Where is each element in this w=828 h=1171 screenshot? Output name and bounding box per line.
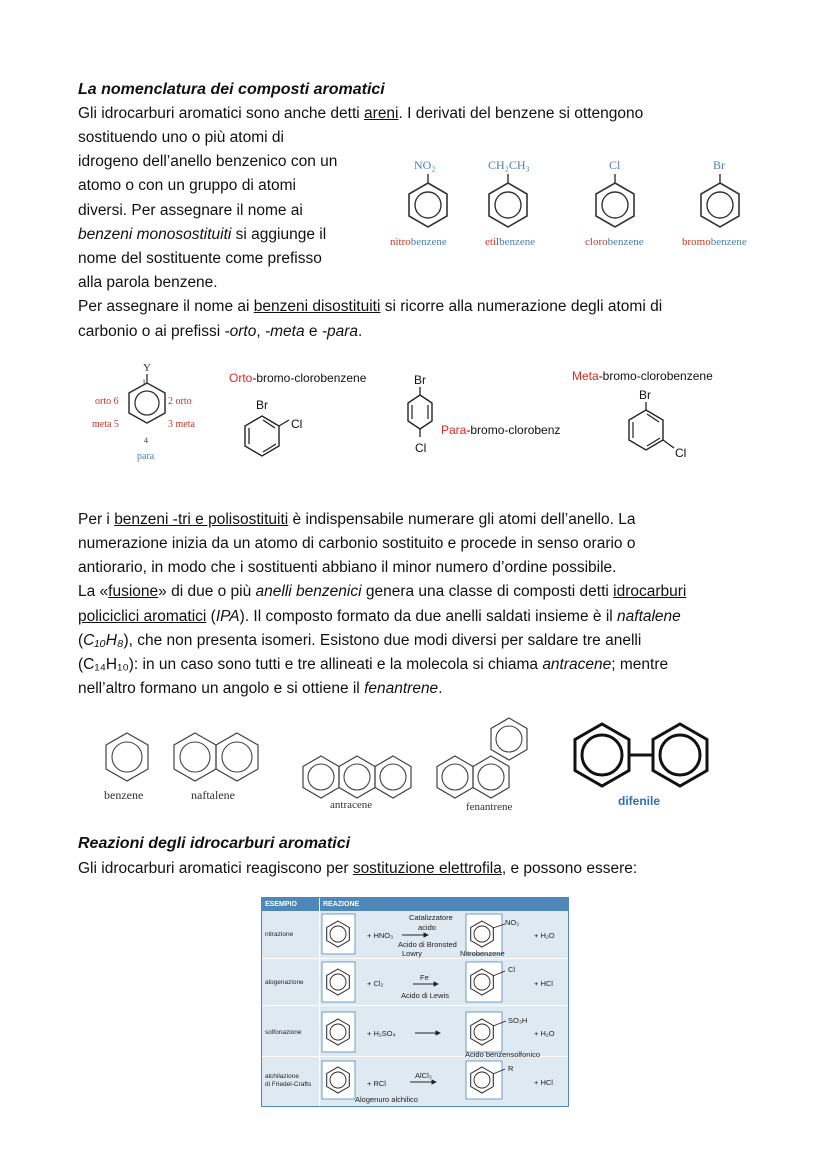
text-span: genera una classe di composti detti <box>361 583 614 600</box>
text-span: si ricorre alla numerazione degli atomi di <box>380 298 663 315</box>
orto-bromo-chlorobenzene-structure <box>236 408 316 470</box>
position-y-label: Y <box>143 362 151 374</box>
position-para-label: para <box>137 451 155 462</box>
suffix-text: benzene <box>499 236 536 248</box>
section-title-nomenclature: La nomenclatura dei composti aromatici <box>78 81 385 98</box>
prefix-text: Para <box>441 423 467 437</box>
paragraph-line <box>78 295 662 319</box>
paragraph-line: idrogeno dell’anello benzenico con un <box>78 153 338 170</box>
reagent-label: + Cl₂ <box>367 979 384 988</box>
text-span: Gli idrocarburi aromatici reagiscono per <box>78 860 353 877</box>
substituent-label: NO₂ <box>414 158 436 172</box>
br-label: Br <box>639 388 651 402</box>
paragraph-line: atomo o con un gruppo di atomi <box>78 177 296 194</box>
position-orto6-label: orto 6 <box>95 396 119 407</box>
naphthalene-structure <box>174 733 258 781</box>
catalyst-label-2: acido <box>418 923 436 932</box>
paragraph-line <box>78 605 681 629</box>
term-anelli: anelli benzenici <box>255 583 362 600</box>
catalyst-label: AlCl₃ <box>415 1071 432 1080</box>
term-disostituiti: benzeni disostituiti <box>253 298 381 315</box>
term-monosostituiti: benzeni monosostituiti <box>78 226 232 243</box>
paragraph-line: diversi. Per assegnare il nome ai <box>78 202 303 219</box>
term-areni: areni <box>364 105 399 122</box>
product-substituent: Cl <box>508 965 516 974</box>
product-substituent: SO₃H <box>508 1016 528 1025</box>
term-naftalene: naftalene <box>617 608 681 625</box>
text-span: ), che non presenta isomeri. Esistono due modi diversi per saldare tre anelli <box>123 632 642 649</box>
product-name: Acido benzensolfonico <box>465 1050 541 1059</box>
benzene-structure <box>106 733 148 781</box>
position-meta3-label: 3 meta <box>168 419 195 430</box>
biphenyl-structure <box>575 724 707 786</box>
suffix-text: -bromo-clorobenzene <box>598 369 713 383</box>
substituent-label: Cl <box>609 158 621 172</box>
meta-compound-title <box>572 369 713 383</box>
text-span: ( <box>78 632 84 649</box>
compound-name-ethylbenzene <box>485 236 535 248</box>
compound-name-chlorobenzene <box>585 236 644 248</box>
ethylbenzene-structure <box>489 174 527 227</box>
reagent-note: Alogenuro alchilico <box>355 1095 418 1104</box>
paragraph-line <box>78 223 326 247</box>
prefix-text: etil <box>485 236 500 248</box>
reagent-label: + HNO₃ <box>367 931 394 940</box>
text-span: ; mentre <box>611 656 669 673</box>
substituent-label: CH₂CH₃ <box>488 158 530 172</box>
text-span: , <box>256 323 265 340</box>
monosubstituted-benzenes-figure <box>380 150 770 250</box>
paragraph-line <box>78 677 443 701</box>
prefix-meta: -meta <box>264 323 305 340</box>
anthracene-structure <box>303 756 411 798</box>
text-span: . I derivati del benzene si ottengono <box>398 105 644 122</box>
cl-label: Cl <box>291 417 303 431</box>
text-span: ( <box>206 608 216 625</box>
byproduct-label: + H₂O <box>534 1029 555 1038</box>
formula-naftalene: C₁₀H₈ <box>83 632 124 649</box>
position-meta5-label: meta 5 <box>92 419 119 430</box>
catalyst-note: Acido di Bronsted <box>398 940 457 949</box>
prefix-text: Meta <box>572 369 599 383</box>
para-compound-title <box>441 423 563 437</box>
term-policiclici: policiclici aromatici <box>78 608 207 625</box>
bromobenzene-structure <box>701 174 739 227</box>
term-ipa: IPA <box>215 608 240 625</box>
text-span: Per i <box>78 511 115 528</box>
benzene-label: benzene <box>104 788 144 802</box>
reaction-name-solfonazione: solfonazione <box>265 1029 302 1036</box>
reaction-name-alchilazione-2: di Friedel-Crafts <box>265 1081 312 1088</box>
paragraph-line <box>78 857 637 881</box>
text-span: Per assegnare il nome ai <box>78 298 254 315</box>
orto-compound-title <box>229 371 366 385</box>
phenanthrene-structure <box>437 718 527 798</box>
prefix-text: bromo <box>682 236 711 248</box>
br-label: Br <box>414 373 426 387</box>
prefix-text: cloro <box>585 236 608 248</box>
paragraph-line <box>78 580 686 604</box>
difenile-label: difenile <box>618 794 661 808</box>
paragraph-line <box>78 102 643 126</box>
naftalene-label: naftalene <box>191 788 235 802</box>
paragraph-line: alla parola benzene. <box>78 274 218 291</box>
text-span: ). Il composto formato da due anelli saldati insieme è il <box>239 608 618 625</box>
paragraph-line: antiorario, in modo che i sostituenti abbiano il minor numero d’ordine possibile. <box>78 559 617 576</box>
text-span: Gli idrocarburi aromatici sono anche detti <box>78 105 365 122</box>
product-name: Nitrobenzene <box>460 949 505 958</box>
text-span: si aggiunge il <box>231 226 327 243</box>
text-span: è indispensabile numerare gli atomi dell’anello. La <box>288 511 636 528</box>
catalyst-note-2: Lowry <box>402 949 423 958</box>
cl-label: Cl <box>675 446 687 460</box>
reaction-name-alogenazione: alogenazione <box>265 979 304 986</box>
term-fusione: fusione <box>108 583 159 600</box>
suffix-text: benzene <box>710 236 747 248</box>
catalyst-note: Acido di Lewis <box>401 991 449 1000</box>
paragraph-line: sostituendo uno o più atomi di <box>78 129 284 146</box>
position-4-label: 4 <box>144 436 148 445</box>
antracene-label: antracene <box>330 799 373 811</box>
paragraph-line: nome del sostituente come prefisso <box>78 250 322 267</box>
term-antracene: antracene <box>542 656 612 673</box>
position-1-label: 1 <box>142 378 146 387</box>
paragraph-line <box>78 320 362 344</box>
paragraph-line <box>78 629 641 653</box>
substituent-label: Br <box>713 158 725 172</box>
term-fenantrene: fenantrene <box>364 680 439 697</box>
cl-label: Cl <box>415 441 427 455</box>
text-span: e <box>304 323 322 340</box>
paragraph-line: numerazione inizia da un atomo di carbonio sostituito e procede in senso orario o <box>78 535 636 552</box>
byproduct-label: + H₂O <box>534 931 555 940</box>
catalyst-label: Fe <box>420 973 429 982</box>
term-sostituzione: sostituzione elettrofila <box>352 860 502 877</box>
fenantrene-label: fenantrene <box>466 801 513 813</box>
reagent-label: + RCl <box>367 1079 386 1088</box>
suffix-text: -bromo-clorobenz <box>466 423 561 437</box>
text-span: » di due o più <box>158 583 256 600</box>
prefix-orto: -orto <box>224 323 257 340</box>
text-span: . <box>358 323 363 340</box>
compound-name-bromobenzene <box>682 236 747 248</box>
reactions-table <box>261 897 569 1107</box>
product-substituent: NO₂ <box>505 918 520 927</box>
paragraph-line <box>78 653 668 677</box>
nitrobenzene-structure <box>409 174 447 227</box>
section-title-reactions: Reazioni degli idrocarburi aromatici <box>78 835 351 852</box>
reaction-name-nitrazione: nitrazione <box>265 931 294 938</box>
term-idrocarburi: idrocarburi <box>613 583 687 600</box>
chlorobenzene-structure <box>596 174 634 227</box>
reaction-name-alchilazione: alchilazione <box>265 1073 299 1080</box>
table-header-esempio: ESEMPIO <box>262 898 319 911</box>
paragraph-line <box>78 508 635 532</box>
text-span: nell’altro formano un angolo e si ottiene il <box>78 680 365 697</box>
suffix-text: benzene <box>410 236 447 248</box>
text-span: , e possono essere: <box>501 860 638 877</box>
br-label: Br <box>256 398 268 412</box>
prefix-para: -para <box>321 323 359 340</box>
byproduct-label: + HCl <box>534 1078 553 1087</box>
text-span: (C₁₄H₁₀): in un caso sono tutti e tre allineati e la molecola si chiama <box>78 656 543 673</box>
position-orto2-label: 2 orto <box>168 396 192 407</box>
text-span: La « <box>78 583 109 600</box>
compound-name-nitrobenzene <box>390 236 447 248</box>
prefix-text: nitro <box>390 236 411 248</box>
byproduct-label: + HCl <box>534 979 553 988</box>
term-polisostituiti: benzeni -tri e polisostituiti <box>114 511 289 528</box>
reagent-label: + H₂SO₄ <box>367 1029 396 1038</box>
catalyst-label: Catalizzatore <box>409 913 453 922</box>
suffix-text: -bromo-clorobenzene <box>252 371 367 385</box>
prefix-text: Orto <box>229 371 253 385</box>
para-bromo-chlorobenzene-structure <box>396 385 438 447</box>
table-header-reazione: REAZIONE <box>320 898 568 911</box>
text-span: . <box>438 680 443 697</box>
text-span: carbonio o ai prefissi <box>78 323 225 340</box>
suffix-text: benzene <box>607 236 644 248</box>
product-substituent: R <box>508 1064 514 1073</box>
